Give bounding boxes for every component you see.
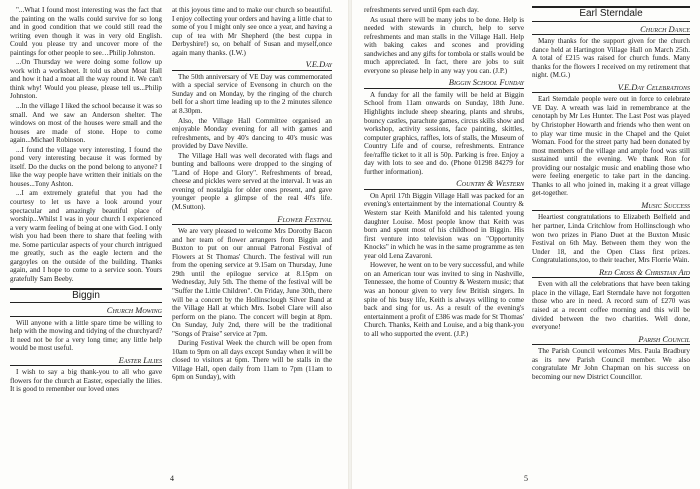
flower-festival-paragraph: During Festival Week the church will be open from 10am to 9pm on all days except Sunday when it will be closed to visitors at 6pm. There will be stalls in the Village Hall, open daily from 11am to 7pm (11am to 6pm on Sunday), with: [172, 339, 332, 382]
church-dance-heading: Church Dance: [532, 25, 690, 36]
church-mowing-heading: Church Mowing: [10, 306, 162, 317]
church-dance-text: Many thanks for the support given for the church dance held at Hartington Village Hall on March 25th. A total of £215 was raised for church funds. Many thanks for the flowers I received on my retirement that night. (M.G.): [532, 37, 690, 80]
flower-festival-heading: Flower Festival: [172, 215, 332, 226]
music-success-text: Heartiest congratulations to Elizabeth Belfield and her partner, Linda Critchlow from Hollinsclough who won two prizes in Piano Duet at the Buxton Music Festival on 6th May. Between them they won the Under 18, and the Open Class first prizes. Congratulations,too, to their teacher, Mrs Florrie Wain.: [532, 213, 690, 265]
left-column-1: [10, 6, 162, 395]
ve-day-heading: V.E.Day: [172, 60, 332, 71]
right-column-1: [364, 6, 524, 339]
left-column-2: [172, 6, 332, 383]
red-cross-heading: Red Cross & Christian Aid: [532, 268, 690, 279]
ve-day-paragraph: Also, the Village Hall Committee organised an enjoyable Monday evening for all with games and refreshments, and by 40's dancing to 40's music was provided by Dave Neville.: [172, 116, 332, 151]
biggin-section-title: Biggin: [10, 288, 162, 304]
music-success-heading: Music Success: [532, 201, 690, 212]
left-page: [0, 0, 346, 489]
right-column-2: [532, 6, 690, 382]
letter-paragraph: ...I found the village very interesting. I found the pond very interesting because it was formed by itself. Do the ducks on the pond belong to anyone? I like the way people have written their initials on the houses...Tony Ashton.: [10, 145, 162, 188]
red-cross-text: Even with all the celebrations that have been taking place in the village, Earl Sterndale have not forgotten those who are in need. A record sum of £270 was raised at a recent coffee morning and this will be divided between the two charities. Well done, everyone!: [532, 280, 690, 332]
country-western-paragraph: However, he went on to be very successful, and while on an American tour was invited to sing in Nashville, Tennessee, the home of Country & Western music; that was an honour given to very few British singers. In spite of his busy life, Keith is always willing to come back and sing for us. As a result of the evening's entertainment a profit of £386 was made for St Thomas' Church. Thanks, Keith and Louise, and a big thank-you to all who supported the event. (J.P.): [364, 261, 524, 338]
letter-paragraph: "...What I found most interesting was the fact that the painting on the walls could survive for so long and in good condition that we could still read the writing even though it was in very old English. Could you please try and uncover more of the paintings for other people to see…Philip Johnston.: [10, 6, 162, 57]
country-western-paragraph: On April 17th Biggin Village Hall was packed for an evening's entertainment by the international Country & Western star Keith Manifold and his talented young daughter Louise. Most people know that Keith was born and spent most of his childhood in Biggin. His first venture into television was on "Opportunity Knocks" in which he was in the same programme as ten year old Lena Zavaroni.: [364, 191, 524, 260]
country-western-heading: Country & Western: [364, 179, 524, 190]
page-number: 5: [524, 474, 528, 483]
earl-sterndale-title: Earl Sterndale: [532, 6, 690, 22]
easter-lilies-text: I wish to say a big thank-you to all who gave flowers for the church at Easter, especially the lilies. It is good to remember our loved ones: [10, 368, 162, 394]
right-page: [354, 0, 700, 489]
letter-paragraph: ...On Thursday we were doing some follow up work with a worksheet. It told us about Moat Hall and how it had a moat all the way round it. We can't think why! Would you please, please tell us...Philip Johnston.: [10, 58, 162, 101]
easter-lilies-continued: at this joyous time and to make our church so beautiful. I enjoy collecting your orders and having a little chat to some of you I might only see once a year, and having a cup of tea with Mr Shepherd (the best cuppa in Derbyshire!) so, on behalf of Susan and myself,once again many thanks. (I.W.): [172, 6, 332, 57]
flower-festival-paragraph: We are very pleased to welcome Mrs Dorothy Bacon and her team of flower arrangers from Biggin and Buxton to put on our annual Patronal Festival of Flowers at St Thomas' Church. The festival will run from the opening service at 9.15am on Thursday, June 29th until the epilogue service at 8.15pm on Wednesday, July 5th. The theme of the festival will be "Suffer the Little Children". On Friday, June 30th, there will be a concert by the Hollinsclough Silver Band at the Village Hall at which Mrs. Isobel Clare will also perform on the piano. The concert will begin at 8pm. On Sunday, July 2nd, there will be the traditional "Songs of Praise" service at 7pm.: [172, 227, 332, 338]
school-funday-heading: Biggin School Funday: [364, 78, 524, 89]
ve-celebrations-heading: V.E.Day Celebrations: [532, 83, 690, 94]
letter-paragraph: ...I am extremely grateful that you had the courtesy to let us have a look around your spectacular and amazingly beautiful place of worship...Whilst I was in your church I experienced a very warm feeling of being at one with God. I only wish you had been there to share that feeling with me. Some particular aspects of your church intrigued me greatly, such as the eagle lectern and the gargoyles on the outside of the building. Thanks again, and I hope to come to a service soon. Yours gratefully Sam Beeby.: [10, 189, 162, 283]
ve-day-paragraph: The 50th anniversary of VE Day was commemorated with a special service of Evensong in church on the Sunday and on Monday, by the ringing of the church bell for a short time leading up to the 2 minutes silence at 8.30pm.: [172, 72, 332, 116]
school-funday-text: A funday for all the family will be held at Biggin School from 11am onwards on Sunday, 18th June. Highlights include sheep shearing, plants and shrubs, bouncy castles, parachute games, circus skills show and workshop, activity sessions, face painting, skittles, computer graphics, raffles, lots of stalls, the Museum of Country Life and of course, refreshments. Entrance fee/raffle ticket to it all is 50p. Parking is free. Enjoy a day with lots to see and do. (Phone 01298 84279 for further information).: [364, 90, 524, 176]
church-mowing-text: Will anyone with a little spare time be willing to help with the mowing and tidying of the churchyard? It need not be for a very long time; any little help would be most useful.: [10, 318, 162, 353]
letter-paragraph: ...In the village I liked the school because it was so small. And we saw an Anderson shelter. The windows on most of the houses were small and the houses are made of stone. Hope to come again...Michael Robinson.: [10, 102, 162, 145]
parish-council-text: The Parish Council welcomes Mrs. Paula Bradbury as its new Parish Council member. We also congratulate Mr John Chapman on his success on becoming our new District Councillor.: [532, 347, 690, 381]
ve-day-paragraph: The Village Hall was well decorated with flags and bunting and balloons were dropped to the singing of "Land of Hope and Glory". Refreshments of bread, cheese and pickles were served at the interval. It was an evening of nostalgia for older ones present, and gave younger people a glimpse of the real 40's life. (M.Sutton).: [172, 151, 332, 212]
book-spine: [348, 0, 352, 489]
page-number: 4: [170, 474, 174, 483]
flower-festival-continued: refreshments served until 6pm each day.: [364, 6, 479, 14]
flower-festival-help: As usual there will be many jobs to be done. Help is needed with stewards in church, help to serve refreshments and man stalls in the Village Hall. Help with baking cakes and scones and providing sandwiches and any gifts for tombola or stalls would be much appreciated. In fact, there are jobs to suit everyone so please help in any way you can. (J.P.): [364, 15, 524, 75]
easter-lilies-heading: Easter Lilies: [10, 356, 162, 367]
parish-council-heading: Parish Council: [532, 335, 690, 346]
ve-celebrations-text: Earl Sterndale people were out in force to celebrate VE Day. A wreath was laid in remembrance at the cenotaph by Mr Les Hunter. The Last Post was played by Christopher Howarth and friends who then went on to play war time music in the Chapel and the Quiet Woman. Food for the street party had been donated by most members of the village and ample food was still sustained until the evening. We thank Ron for providing our nostalgic music and enabling those who were feeling energetic to take part in the dancing. Thanks to all who joined in, making it a great village get-together.: [532, 95, 690, 198]
